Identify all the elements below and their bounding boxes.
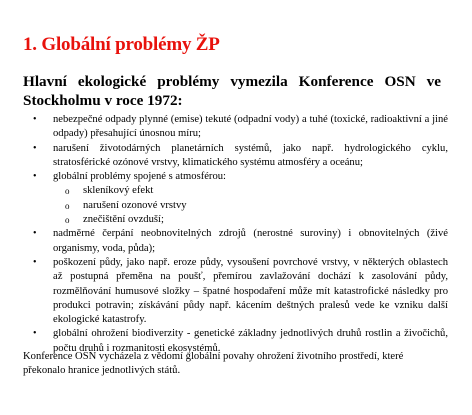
conclusion-paragraph: Konference OSN vycházela z vědomí globální povahy ohrožení životního prostředí, které překonalo hranice jednotlivých států. [23,351,404,377]
list-item [23,142,448,171]
bullet-icon: • [33,256,37,268]
bullet-icon: • [33,171,37,183]
bullet-icon: • [33,328,37,340]
sub-list-item-text: narušení ozonové vrstvy [83,199,187,211]
atmosphere-sublist [53,184,448,227]
sub-list-item [53,213,448,227]
list-item-text: narušení životodárných planetárních systémů, jako např. hydrologického cyklu, stratosférické ozónové vrstvy, klimatického systému atmosféry a oceánu; [53,142,448,168]
problem-list [23,113,455,356]
circle-bullet-icon: o [65,200,70,211]
list-item-text: nadměrné čerpání neobnovitelných zdrojů (nerostné suroviny) i obnovitelných (živé organismy, voda, půda); [53,228,448,254]
sub-list-item-text: znečištění ovzduší; [83,214,164,226]
list-item [23,113,448,142]
sub-list-item [53,184,448,198]
list-item [23,256,448,327]
sub-list-item [53,199,448,213]
list-item-text: globální ohrožení biodiverzity - genetické základny jednotlivých druhů rostlin a živočichů, počtu druhů i rozmanitosti ekosystémů. [53,328,448,354]
list-item-text: poškození půdy, jako např. eroze půdy, vysoušení povrchové vrstvy, v některých oblastech až postupná přeměna na poušť, přemírou zavlažování dochází k zasolování půdy, rozmělňování humusové složky – špatné hospodaření může mít katastrofické následky pro produkci potravin; získávání půdy např. kácením deštných pralesů vede ke vzniku další ekologické katastrofy. [53,256,448,326]
list-item-text: globální problémy spojené s atmosférou: [53,171,226,183]
circle-bullet-icon: o [65,186,70,197]
circle-bullet-icon: o [65,215,70,226]
page-title: 1. Globální problémy ŽP [23,34,220,55]
sub-list-item-text: skleníkový efekt [83,185,154,197]
list-item [23,227,448,256]
bullet-icon: • [33,142,37,154]
bullet-icon: • [33,228,37,240]
list-item [23,170,448,227]
list-item-text: nebezpečné odpady plynné (emise) tekuté (odpadní vody) a tuhé (toxické, radioaktivní a jiné odpady) přesahující únosnou míru; [53,114,448,140]
bullet-icon: • [33,114,37,125]
section-subtitle: Hlavní ekologické problémy vymezila Konference OSN ve Stockholmu v roce 1972: [23,73,441,109]
